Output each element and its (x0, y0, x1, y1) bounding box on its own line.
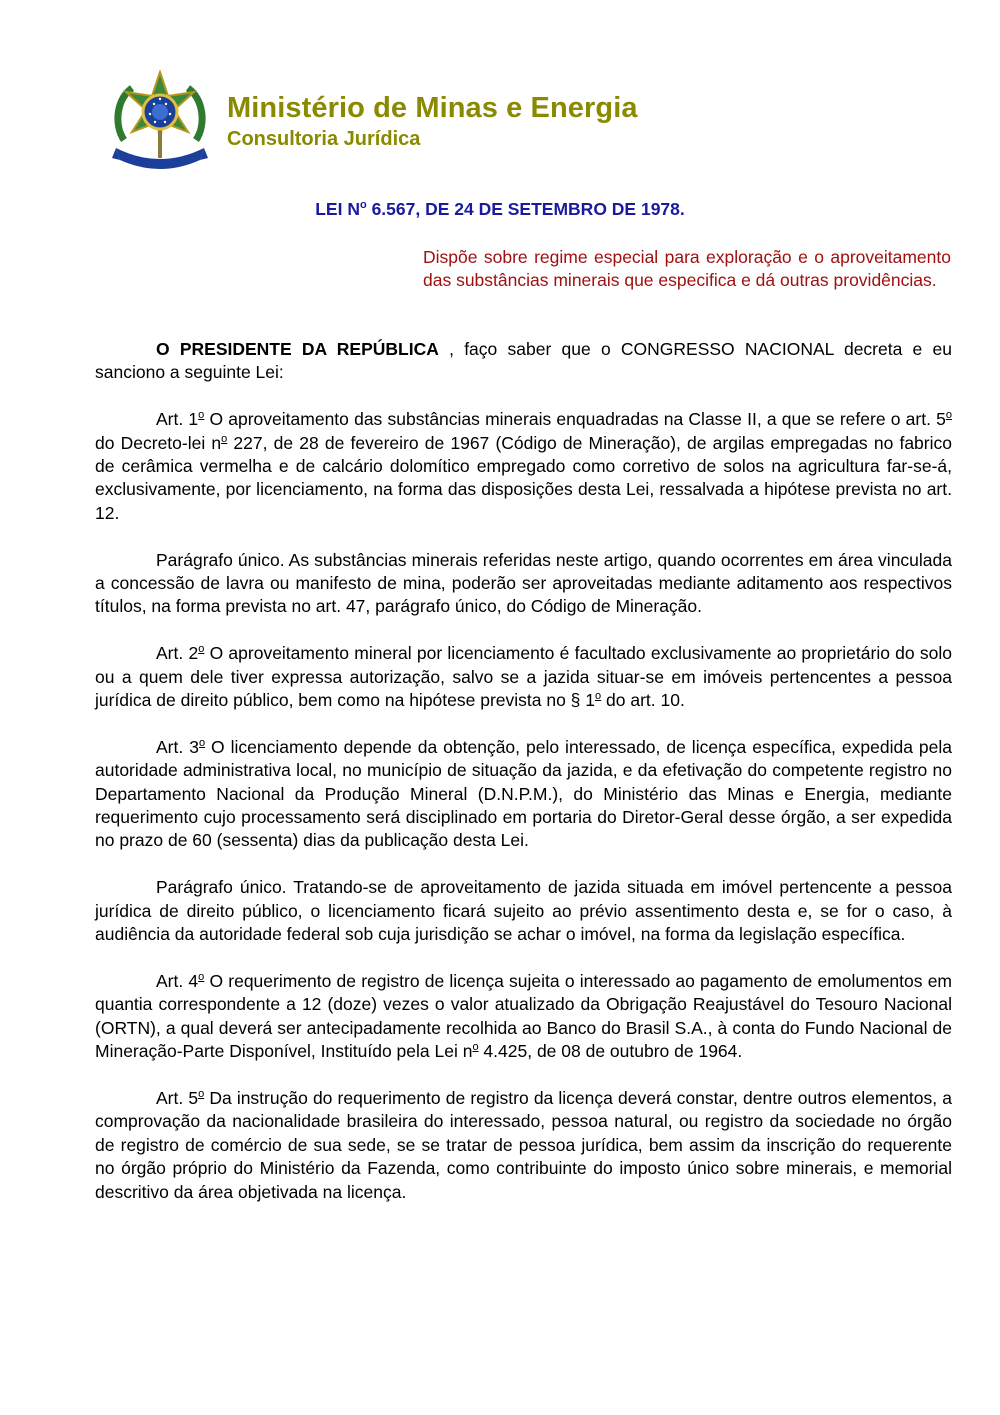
ministry-name: Ministério de Minas e Energia (227, 92, 638, 124)
department-name: Consultoria Jurídica (227, 128, 421, 150)
preamble: O PRESIDENTE DA REPÚBLICA , faço saber que o CONGRESSO NACIONAL decreta e eu sanciono a seguinte Lei: (95, 339, 952, 383)
article-1-paragraph: Parágrafo único. As substâncias minerais referidas neste artigo, quando ocorrentes em área vinculada a concessão de lavra ou manifesto de mina, poderão ser aproveitadas mediante aditamento aos respectivos títulos, na forma prevista no art. 47, parágrafo único, do Código de Mineração. (95, 549, 952, 617)
article-3-paragraph: Parágrafo único. Tratando-se de aproveitamento de jazida situada em imóvel pertencente a pessoa jurídica de direito público, o licenciamento ficará sujeito ao prévio assentimento desta e, se for o caso, à audiência da autoridade federal sob cuja jurisdição se achar o imóvel, na forma da legislação específica. (95, 877, 952, 945)
law-title: LEI $N^o$ 6.567, DE 24 DE SETEMBRO DE 1978. (315, 199, 685, 219)
article-2: Art. 2$^o$ O aproveitamento mineral por licenciamento é facultado exclusivamente ao proprietário do solo ou a quem dele tiver expressa autorização, salvo se a jazida situar-se em imóveis pertencentes a pessoa jurídica de direito público, bem como na hipótese prevista no § 1$^o$ do art. 10. (95, 643, 952, 711)
article-4: Art. 4$^o$ O requerimento de registro de licença sujeita o interessado ao pagamento de emolumentos em quantia correspondente a 12 (doze) vezes o valor atualizado da Obrigação Reajustável do Tesouro Nacional (ORTN), a qual deverá ser antecipadamente recolhida ao Banco do Brasil S.A., à conta do Fundo Nacional de Mineração-Parte Disponível, Instituído pela Lei $n^o$ 4.425, de 08 de outubro de 1964. (95, 970, 953, 1062)
brazil-coat-of-arms-icon (110, 70, 210, 174)
article-5: Art. 5$^o$ Da instrução do requerimento de registro da licença deverá constar, dentre outros elementos, a comprovação da nacionalidade brasileira do interessado, pessoa natural, ou registro da sociedade no órgão de registro de comércio de sua sede, se se tratar de pessoa jurídica, bem assim da inscrição do requerente no órgão próprio do Ministério da Fazenda, como contribuinte do imposto único sobre minerais, e memorial descritivo da área objetivada na licença. (95, 1087, 952, 1202)
law-summary: Dispõe sobre regime especial para exploração e o aproveitamento das substâncias minerais que especifica e dá outras providências. (423, 247, 951, 291)
law-body (95, 338, 952, 1227)
article-1: Art. 1$^o$ O aproveitamento das substâncias minerais enquadradas na Classe II, a que se refere o art. 5$^o$ do Decreto-lei $n^o$ 227, de 28 de fevereiro de 1967 (Código de Mineração), de argilas empregadas no fabrico de cerâmica vermelha e de calcário dolomítico empregado como corretivo de solos na agricultura far-se-á, exclusivamente, por licenciamento, na forma das disposições desta Lei, ressalvada a hipótese prevista no art. 12. (95, 409, 952, 523)
article-3: Art. 3$^o$ O licenciamento depende da obtenção, pelo interessado, de licença específica, expedida pela autoridade administrativa local, no município de situação da jazida, e da efetivação do competente registro no Departamento Nacional da Produção Mineral (D.N.P.M.), do Ministério das Minas e Energia, mediante requerimento cujo processamento será disciplinado em portaria do Diretor-Geral desse órgão, a ser expedida no prazo de 60 (sessenta) dias da publicação desta Lei. (95, 736, 952, 851)
document-header (110, 70, 710, 180)
